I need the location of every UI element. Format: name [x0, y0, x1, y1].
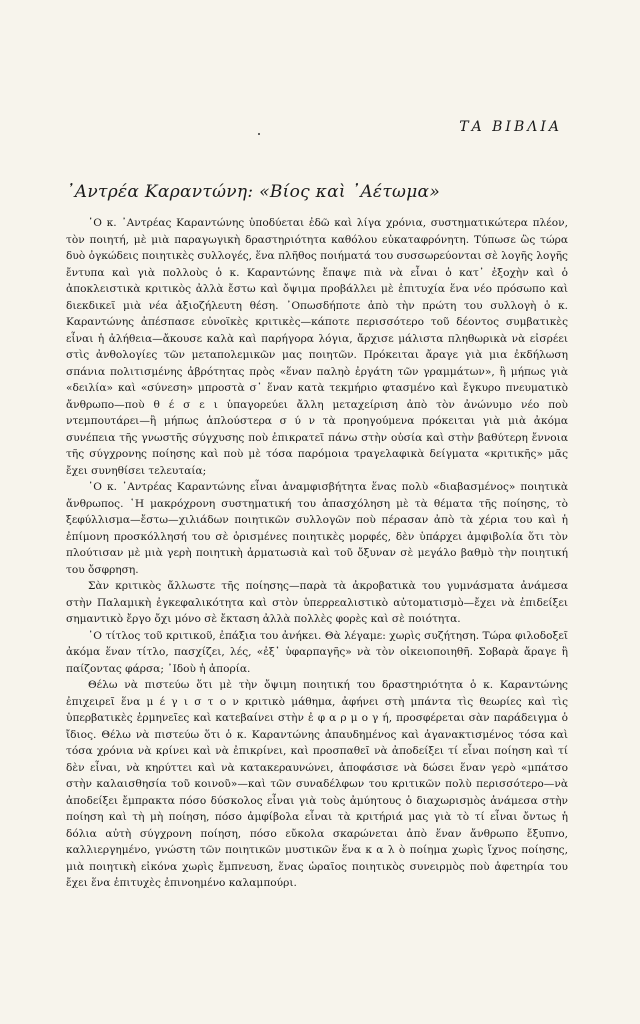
paragraph: ῾Ο κ. ᾽Αντρέας Καραντώνης ὑποδύεται ἐδῶ καὶ λίγα χρόνια, συστηματικώτερα πλέον, τὸν ποιητή, μὲ μιὰ παραγωγικὴ δραστηριότητα καθόλου εὐκαταφρόνητη. Τύπωσε ὣς τώρα δυὸ ὀγκώδεις ποιητικὲς συλλογές, ἕνα πλῆθος ποιήματά του συσσωρεύονται σὲ λογῆς λογῆς ἔντυπα καὶ γιὰ πολλοὺς ὁ κ. Καραντώνης ἔπαψε πιὰ νὰ εἶναι ὁ κατ᾽ ἐξοχὴν καὶ ὁ ἀποκλειστικὰ κριτικὸς ἀλλὰ ἔστω καὶ ὄψιμα προβάλλει μὲ ἐπιτυχία ἕνα νέο πρόσωπο καὶ διεκδικεῖ μιὰ νέα ἀξιοζήλευτη θέση. ᾽Οπωσδήποτε ἀπὸ τὴν πρώτη του συλλογὴ ὁ κ. Καραντώνης ἀπέσπασε εὐνοϊκὲς κριτικὲς—κάποτε περισσότερο τοῦ δέοντος συμβατικὲς εἶναι ἡ ἀλήθεια—ἄκουσε καλὰ καὶ παρήγορα λόγια, ἄρχισε μάλιστα πληθωρικὰ νὰ εἰσρέει στὶς ἀνθολογίες τῶν μεταπολεμικῶν μας ποιητῶν. Πρόκειται ἄραγε γιὰ μια ἐκδήλωση σπάνια πολιτισμένης ἀβρότητας πρὸς «ἕναν παληὸ ἐργάτη τῶν γραμμάτων», ἢ μήπως γιὰ «δειλία» καὶ «σύνεση» μπροστὰ σ᾽ ἕναν κατὰ τεκμήριο φτασμένο καὶ ἔγκυρο πνευματικὸ ἄνθρωπο—ποὺ θ έ σ ε ι ὑπαγορεύει ἄλλη μεταχείριση ἀπὸ τὸν ἀνώνυμο νέο ποὺ ντεμπουτάρει—ἢ μήπως ἁπλούστερα σ ύ ν τὰ προηγούμενα πρόκειται γιὰ μιὰ ἀκόμα συνέπεια τῆς γνωστῆς σύγχυσης ποὺ ἐπικρατεῖ πάνω στὴν οὐσία καὶ στὴν βαθύτερη ἔννοια τῆς σύγχρονης ποίησης καὶ ποὺ μὲ τόσα παρόμοια τραγελαφικὰ δείγματα «κριτικῆς» μᾶς ἔχει συνηθίσει τελευταία; — [66, 217, 568, 477]
paragraph: Θέλω νὰ πιστεύω ὅτι μὲ τὴν ὄψιμη ποιητική του δραστηριότητα ὁ κ. Καραντώνης ἐπιχειρεῖ ἕνα μ έ γ ι σ τ ο ν κριτικὸ μάθημα, ἀφήνει στὴ μπάντα τὶς θεωρίες καὶ τὶς ὑπερβατικὲς ἑρμηνεῖες καὶ κατεβαίνει στὴν ἐ φ α ρ μ ο γ ή, προσφέρεται σὰν παράδειγμα ὁ ἴδιος. Θέλω νὰ πιστεύω ὅτι ὁ κ. Καραντώνης ἀπαυδημένος καὶ ἀγανακτισμένος τόσα καὶ τόσα χρόνια νὰ κρίνει καὶ νὰ ἐπικρίνει, καὶ προσπαθεῖ νὰ ἀποδείξει τί εἶναι ποίηση καὶ τί δὲν εἶναι, νὰ κηρύττει καὶ νὰ κατακεραυνώνει, ἀποφάσισε νὰ δώσει ἕναν γερὸ «μπάτσο στὴν καλαισθησία τοῦ κοινοῦ»—καὶ τῶν συναδέλφων του κριτικῶν πολὺ περισσότερο—νὰ ἀποδείξει ἔμπρακτα πόσο δύσκολος εἶναι γιὰ τοὺς ἀμύητους ὁ διαχωρισμὸς ἀνάμεσα στὴν ποίηση καὶ τὴ μὴ ποίηση, πόσο ἀμφίβολα εἶναι τὰ κριτήριά μας γιὰ τὸ τί εἶναι ὄντως ἡ δόλια αὐτὴ σύγχρονη ποίηση, πόσο εὔκολα σκαρώνεται ἀπὸ ἕναν ἄνθρωπο ἔξυπνο, καλλιεργημένο, γνώστη τῶν ποιητικῶν μυστικῶν ἕνα κ α λ ὸ ποίημα χωρὶς ἴχνος ποίησης, μιὰ ποιητικὴ εἰκόνα χωρὶς ἔμπνευση, ἕνας ὡραῖος ποιητικὸς συνειρμὸς ποὺ ἀφετηρία του ἔχει ἕνα ἐπιτυχὲς ἐπινοημένο καλαμπούρι. — [66, 679, 568, 889]
paragraph: Σὰν κριτικὸς ἄλλωστε τῆς ποίησης—παρὰ τὰ ἀκροβατικὰ του γυμνάσματα ἀνάμεσα στὴν Παλαμικὴ ἐγκεφαλικότητα καὶ στὸν ὑπερρεαλιστικὸ αὐτοματισμὸ—ἔχει νὰ ἐπιδείξει σημαντικὸ ἔργο ὄχι μόνο σὲ ἔκταση ἀλλὰ πολλὲς φορὲς καὶ σὲ ποιότητα. — [66, 580, 568, 625]
paragraph: ῾Ο τίτλος τοῦ κριτικοῦ, ἐπάξια του ἀνήκει. Θὰ λέγαμε: χωρὶς συζήτηση. Τώρα φιλοδοξεῖ ἀκόμα ἕναν τίτλο, πασχίζει, λές, «ἐξ᾽ ὑφαρπαγῆς» νὰ τὸν οἰκειοποιηθῆ. Σοβαρὰ ἄραγε ἢ παίζοντας φάρσα; ᾽Ιδοὺ ἡ ἀπορία. — [66, 629, 568, 675]
paragraph: ῾Ο κ. ᾽Αντρέας Καραντώνης εἶναι ἀναμφισβήτητα ἕνας πολὺ «διαβασμένος» ποιητικὰ ἄνθρωπος. ῾Η μακρόχρονη συστηματική του ἀπασχόληση μὲ τὰ θέματα τῆς ποίησης, τὸ ξεφύλλισμα—ἔστω—χιλιάδων ποιητικῶν συλλογῶν ποὺ πέρασαν ἀπὸ τὰ χέρια του καὶ ἡ ἐπίμονη προσκόλλησή του σὲ ὁρισμένες ποιητικὲς μορφές, δὲν ὑπάρχει ἀμφιβολία ὅτι τὸν πλούτισαν μὲ μιὰ γερὴ ποιητικὴ ἁρματωσιὰ καὶ τοῦ ὄξυναν σὲ μεγάλο βαθμὸ τὴν ποιητική του ὄσφρηση. — [66, 481, 568, 576]
print-speck — [258, 133, 260, 135]
article-body — [66, 215, 568, 892]
article-title: ᾽Αντρέα Καραντώνη: «Βίος καὶ ᾽Αέτωμα» — [66, 182, 441, 202]
section-header: ΤΑ ΒΙΒΛΙΑ — [459, 119, 562, 135]
